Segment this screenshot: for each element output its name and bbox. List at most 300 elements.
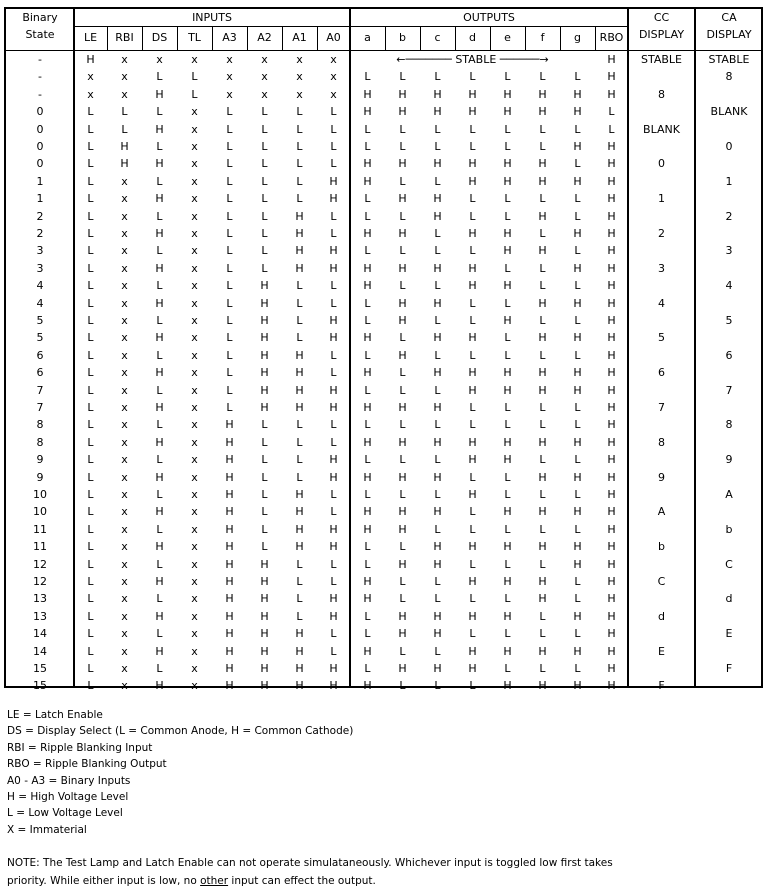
output-cell: H [433,540,442,554]
output-cell: L [469,418,476,432]
binary-state-cell: - [38,87,42,101]
input-cell: H [155,540,164,554]
input-cell: L [330,557,337,571]
binary-state-cell: 5 [36,314,44,327]
output-cell: L [504,662,511,675]
output-cell: H [433,87,442,101]
input-cell: H [295,401,304,414]
output-cell: H [468,331,477,345]
input-cell: H [295,348,304,362]
input-cell: L [296,174,303,188]
output-cell: L [539,557,546,571]
input-cell: H [225,453,234,467]
input-cell: L [330,296,337,310]
binary-state-cell: 0 [36,140,44,153]
input-cell: H [329,244,338,258]
header-divider [74,26,628,27]
output-cell: L [574,418,581,432]
output-cell: H [398,401,407,414]
output-cell: L [539,418,546,432]
input-cell: H [225,592,234,606]
input-cell: x [191,279,198,293]
input-cell: x [121,540,128,554]
output-cell: H [363,87,372,101]
output-cell: L [574,122,581,136]
input-cell: L [87,122,94,136]
output-cell: H [573,383,582,397]
input-cell: L [87,279,94,293]
binary-state-cell: 7 [36,401,44,414]
input-cell: L [87,557,94,571]
output-cell: L [539,627,546,641]
stable-span [350,51,595,68]
input-cell: x [191,401,198,414]
output-cell: L [469,70,476,84]
input-cell: L [121,122,128,136]
input-cell: L [156,140,163,153]
binary-state-cell: 11 [33,522,47,536]
output-cell: L [539,122,546,136]
output-cell: L [364,209,371,223]
output-cell: H [607,435,616,449]
input-cell: x [121,505,128,519]
output-cell: H [503,453,512,467]
input-cell: x [191,192,198,206]
input-cell: L [87,331,94,345]
output-cell: L [539,609,546,623]
binary-state-cell: 0 [36,157,44,171]
output-cell: H [607,470,616,484]
output-cell: L [504,522,511,536]
output-cell: L [434,227,441,240]
input-cell: H [225,644,234,658]
output-cell: H [398,261,407,275]
input-cell: x [191,209,198,223]
input-cell: H [260,366,269,380]
output-cell: L [574,70,581,84]
binary-state-cell: 6 [36,366,44,380]
input-cell: L [121,105,128,119]
output-cell: H [573,644,582,658]
ca-display-cell: 5 [725,314,733,327]
header-ca-display: CA [721,11,737,24]
input-cell: x [330,87,337,101]
cc-display-cell: A [657,505,666,519]
output-cell: H [398,87,407,101]
input-cell: L [87,401,94,414]
input-cell: L [226,261,233,275]
output-cell: H [607,592,616,606]
output-cell: H [468,157,477,171]
output-cell: H [538,331,547,345]
input-cell: L [261,174,268,188]
input-cell: x [156,53,163,66]
output-cell: L [364,557,371,571]
input-cell: x [121,592,128,606]
input-cell: L [296,122,303,136]
output-cell: H [468,662,477,675]
input-cell: H [295,679,304,693]
input-cell: L [330,209,337,223]
input-cell: L [87,209,94,223]
output-cell: L [504,557,511,571]
output-cell: L [469,209,476,223]
input-cell: L [156,279,163,293]
input-cell: L [156,105,163,119]
output-cell: L [364,609,371,623]
input-cell: x [261,53,268,66]
output-cell: L [574,522,581,536]
input-cell: H [329,314,338,327]
input-cell: L [87,627,94,641]
cc-display-cell: C [657,575,666,588]
input-cell: H [295,644,304,658]
input-cell: L [296,157,303,171]
input-cell: L [330,279,337,293]
input-cell: x [191,174,198,188]
input-cell: L [226,174,233,188]
output-cell: H [433,366,442,380]
output-cell: L [574,244,581,258]
input-cell: H [329,470,338,484]
binary-state-cell: 8 [36,435,44,449]
output-cell: H [573,105,582,119]
output-cell: H [607,505,616,519]
output-cell: H [433,331,442,345]
output-cell: H [363,470,372,484]
input-cell: x [261,70,268,84]
input-cell: L [261,540,268,554]
input-cell: H [225,470,234,484]
output-cell: H [363,679,372,693]
output-cell: L [364,627,371,641]
output-cell: L [539,401,546,414]
output-cell: L [574,279,581,293]
cc-display-cell: 6 [658,366,665,380]
input-cell: L [156,592,163,606]
input-cell: x [191,296,198,310]
binary-state-cell: 10 [33,488,47,501]
output-cell: L [504,418,511,432]
output-cell: H [468,279,477,293]
binary-state-cell: 1 [36,174,44,188]
output-cell: H [503,435,512,449]
output-cell: L [399,592,406,606]
output-cell: H [468,575,477,588]
output-cell: L [469,348,476,362]
input-cell: L [226,331,233,345]
input-cell: H [86,53,95,66]
output-cell: L [574,209,581,223]
input-cell: L [226,366,233,380]
note-emphasis: other [200,875,229,887]
binary-state-cell: 3 [36,244,44,258]
input-cell: x [191,627,198,641]
input-cell: x [121,314,128,327]
input-cell: L [87,540,94,554]
input-cell: x [121,296,128,310]
binary-state-cell: - [38,53,42,66]
output-cell: L [539,348,546,362]
ca-display-cell: 3 [725,244,733,258]
output-cell: L [504,140,511,153]
input-cell: H [260,348,269,362]
ca-display-cell: E [725,627,733,641]
ca-display-cell: C [725,557,733,571]
binary-state-cell: 10 [33,505,47,519]
input-cell: x [121,227,128,240]
output-cell: H [503,644,512,658]
input-cell: L [330,366,337,380]
output-cell: H [398,435,407,449]
output-cell: H [433,609,442,623]
output-cell: H [503,679,512,693]
input-cell: L [156,70,163,84]
output-cell: L [434,679,441,693]
input-cell: L [296,470,303,484]
input-cell: L [226,279,233,293]
input-cell: x [121,366,128,380]
output-cell: H [503,244,512,258]
input-cell: L [156,522,163,536]
input-cell: L [87,679,94,693]
output-cell: L [434,522,441,536]
input-cell: x [226,70,233,84]
output-cell: H [433,470,442,484]
output-cell: L [399,383,406,397]
input-cell: x [121,609,128,623]
ca-display-cell: STABLE [708,53,750,66]
input-cell: L [156,418,163,432]
cc-display-cell: 1 [658,192,665,206]
output-cell: H [503,314,512,327]
output-cell: L [469,296,476,310]
output-cell: H [363,575,372,588]
output-cell: H [398,348,407,362]
output-cell: H [398,505,407,519]
output-cell: H [398,662,407,675]
output-cell: H [538,575,547,588]
input-cell: H [155,644,164,658]
input-cell: L [226,122,233,136]
input-cell: x [330,53,337,66]
output-column-header: e [504,31,511,44]
input-column-header: DS [151,31,168,44]
output-cell: H [398,627,407,641]
binary-state-cell: 9 [36,470,44,484]
cc-display-cell: 9 [658,470,665,484]
binary-state-cell: 8 [36,418,44,432]
binary-state-cell: 4 [36,279,44,293]
output-cell: H [607,488,616,501]
output-cell: H [538,540,547,554]
input-cell: x [191,331,198,345]
input-cell: L [87,192,94,206]
input-cell: L [87,470,94,484]
output-cell: H [398,296,407,310]
input-cell: x [191,348,198,362]
input-cell: H [155,505,164,519]
input-cell: x [87,70,94,84]
output-cell: H [433,192,442,206]
input-cell: x [121,453,128,467]
input-cell: H [155,679,164,693]
output-cell: L [364,383,371,397]
output-cell: L [574,157,581,171]
output-cell: H [468,609,477,623]
input-cell: L [296,418,303,432]
binary-state-cell: 13 [33,592,47,606]
output-cell: L [469,505,476,519]
output-cell: H [573,435,582,449]
input-cell: H [155,87,164,101]
output-cell: H [573,470,582,484]
legend-item: X = Immaterial [7,823,87,836]
output-cell: H [607,383,616,397]
input-cell: H [329,662,338,675]
output-cell: H [433,435,442,449]
input-cell: H [225,679,234,693]
output-cell: H [468,261,477,275]
ca-display-cell: 6 [725,348,733,362]
output-cell: L [539,522,546,536]
output-cell: L [399,279,406,293]
output-cell: L [399,488,406,501]
output-cell: L [539,192,546,206]
ca-display-cell: 9 [725,453,733,467]
ca-display-cell: d [725,592,733,606]
cc-display-cell: E [658,644,665,658]
input-cell: L [87,105,94,119]
input-cell: x [191,609,198,623]
output-cell: L [399,418,406,432]
output-column-header: d [469,31,476,44]
input-cell: x [191,557,198,571]
output-cell: L [469,244,476,258]
output-cell: L [504,470,511,484]
output-cell: H [607,453,616,467]
cc-display-cell: STABLE [641,53,682,66]
output-cell: H [503,575,512,588]
input-cell: L [87,227,94,240]
input-cell: x [226,53,233,66]
stable-label: STABLE [455,53,497,66]
output-cell: H [398,227,407,240]
output-cell: H [538,296,547,310]
output-cell: H [468,383,477,397]
output-cell: H [538,87,547,101]
input-cell: x [121,244,128,258]
output-cell: H [607,522,616,536]
input-cell: H [155,122,164,136]
input-cell: L [296,279,303,293]
output-cell: H [607,575,616,588]
input-cell: H [155,296,164,310]
cc-display-cell: 3 [658,261,665,275]
binary-state-cell: 14 [33,627,47,641]
input-cell: L [226,140,233,153]
cc-display-cell: 8 [658,87,665,101]
input-cell: x [121,435,128,449]
input-cell: L [296,557,303,571]
output-cell: L [364,140,371,153]
input-cell: x [121,418,128,432]
cc-display-cell: 5 [658,331,665,345]
input-cell: L [261,157,268,171]
output-cell: H [363,174,372,188]
output-cell: L [364,348,371,362]
output-cell: L [399,575,406,588]
output-cell: L [469,192,476,206]
output-cell: H [363,401,372,414]
input-cell: x [121,383,128,397]
output-column-header: g [574,31,581,44]
input-cell: H [225,627,234,641]
output-cell: H [363,592,372,606]
ca-display-cell: 8 [725,418,733,432]
ca-display-cell: 2 [725,209,733,223]
output-cell: H [503,609,512,623]
output-cell: L [504,296,511,310]
input-cell: H [329,383,338,397]
output-cell: H [503,366,512,380]
output-cell: L [504,488,511,501]
output-cell: L [539,279,546,293]
legend-item: DS = Display Select (L = Common Anode, H = Common Cathode) [7,725,354,738]
input-cell: x [121,53,128,66]
output-cell: H [398,105,407,119]
input-column-header: A1 [292,31,307,44]
output-cell: L [399,244,406,258]
input-cell: x [121,662,128,675]
output-cell: L [469,592,476,606]
input-cell: L [156,174,163,188]
input-cell: x [121,331,128,345]
output-cell: H [573,609,582,623]
output-cell: L [399,209,406,223]
input-cell: H [260,401,269,414]
input-cell: H [155,331,164,345]
input-cell: H [225,609,234,623]
binary-state-cell: 0 [36,122,44,136]
input-cell: H [260,331,269,345]
binary-state-cell: 6 [36,348,44,362]
input-cell: H [260,557,269,571]
output-cell: L [574,401,581,414]
output-cell: L [574,314,581,327]
input-cell: L [87,575,94,588]
output-cell: L [608,105,615,119]
input-cell: x [191,140,198,153]
cc-display-cell: 2 [658,227,665,240]
input-cell: L [330,140,337,153]
input-cell: L [261,505,268,519]
input-column-header: RBI [115,31,134,44]
output-cell: L [504,401,511,414]
output-cell: L [364,70,371,84]
output-cell: H [503,279,512,293]
output-cell: H [398,192,407,206]
legend-item: L = Low Voltage Level [7,807,123,820]
output-cell: L [608,122,615,136]
output-cell: H [503,105,512,119]
input-cell: L [226,227,233,240]
output-cell: L [434,418,441,432]
output-cell: L [399,70,406,84]
input-cell: H [295,227,304,240]
cc-display-cell: F [658,679,665,693]
input-cell: H [155,470,164,484]
